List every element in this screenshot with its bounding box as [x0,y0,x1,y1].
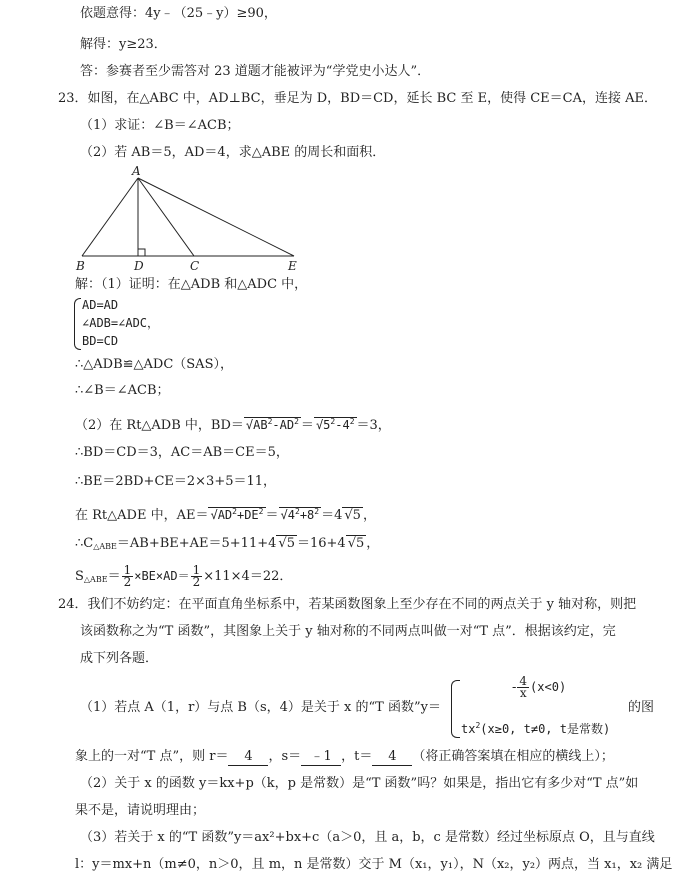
q24-line-3: 成下列各题． [80,651,159,666]
denominator: x [519,686,527,700]
sup-exp: 2 [475,721,481,730]
sqrt-term-ab: AB [253,418,268,432]
sol23-bd-text: （2）在 Rt△ADB 中，BD＝ [75,418,244,433]
area-result: ×11×4＝22． [203,569,293,584]
q23-part1: （1）求证：∠B＝∠ACB； [80,118,240,133]
denominator: 2 [123,575,132,589]
equals: ＝ [107,569,121,584]
segment-ac [138,178,194,256]
sol23-ae [75,502,376,526]
sup-exp: 2 [258,507,264,516]
sup-exp: 2 [232,507,237,516]
answer-t-label: ，t＝ [341,749,373,764]
sol23-congruent: ∴△ADB≌△ADC（SAS）， [75,357,233,372]
label-c: C [190,259,200,273]
q24-part2-line-1: （2）关于 x 的函数 y＝kx+p（k，p 是常数）是“T 函数”吗？如果是，指出它有多少对“T 点”如 [80,776,639,791]
answer-s: ﹣1 [301,749,341,766]
sqrt-term-ad: AD [217,508,233,522]
piece-1 [512,676,566,699]
piece-2-expr: tx [461,722,476,736]
perimeter-result: ＝16+4 [296,536,346,551]
segment-ab [82,178,138,256]
sol23-ae-coef: ＝4 [321,508,343,523]
prev-answer: 答：参赛者至少需答对 23 道题才能被评为“学党史小达人”． [80,64,431,79]
q24-part1-answers [75,747,614,767]
piece-2 [461,716,610,739]
label-e: E [288,259,297,273]
sup-exp: 2 [349,417,355,426]
sqrt-ab-ad: $√AB^2-AD^2$ [245,417,299,432]
sqrt-term-5: 5 [356,536,365,551]
q24-line-1: 24．我们不妨约定：在平面直角坐标系中，若某函数图象上至少存在不同的两点关于 y 轴对称，则把 [58,597,637,612]
q24-part3-line-2: l：y＝mx+n（m≠0，n＞0，且 m，n 是常数）交于 M（x₁，y₁），N（x₂，y₂）两点，当 x₁，x₂ 满足 [75,857,673,872]
sol23-case1: AD=AD [82,298,119,312]
area-symbol: S [75,569,84,584]
sqrt-term-8: +8 [299,508,315,522]
piecewise-brace [451,680,460,738]
comma: ， [362,508,376,523]
answer-r: 4 [228,749,268,766]
minus-sign: - [512,680,517,695]
sup-exp: 2 [330,417,336,426]
sqrt-term-5: 5 [352,508,361,523]
sqrt-term-4: -4 [335,418,350,432]
perimeter-sum: ＝AB+BE+AE＝5+11+4 [116,536,277,551]
sol23-bd-result: ＝3， [356,418,391,433]
numerator: 1 [192,563,201,577]
sol23-be: ∴BE＝2BD+CE＝2×3+5＝11， [75,474,277,489]
prev-line-1: 依题意得：4y﹣（25﹣y）≥90， [80,6,277,21]
fraction-4-over-x [517,676,529,699]
q24-line-2: 该函数称之为“T 函数”，其图象上关于 y 轴对称的不同两点叫做一对“T 点”．根据该约定，完 [80,624,616,639]
sqrt-term-4: 4 [287,508,295,522]
answer-note: （将正确答案填在相应的横线上）； [412,749,614,764]
sol23-angle: ∴∠B＝∠ACB； [75,383,170,398]
q24-part3-line-1: （3）若关于 x 的“T 函数”y＝ax²+bx+c（a＞0，且 a，b，c 是常数）经过坐标原点 O，且与直线 [80,830,655,845]
sol23-perimeter [75,534,379,557]
q24-part1-tail: 的图 [628,700,655,715]
sqrt-5: √5 [347,536,365,551]
q23-stem: 23．如图，在△ABC 中，AD⊥BC，垂足为 D，BD＝CD，延长 BC 至 E，使得 CE＝CA，连接 AE． [58,91,658,106]
equals: ＝ [300,418,314,433]
comma: ， [366,536,380,551]
sol23-case2: ∠ADB=∠ADC， [82,316,160,330]
sol23-ae-text: 在 Rt△ADE 中，AE＝ [75,508,209,523]
system-brace [74,298,81,350]
numerator: 1 [123,563,132,577]
q24-part2-line-2: 果不是，请说明理由； [75,803,206,818]
fraction-half [191,565,203,588]
segment-ae [138,178,294,256]
sqrt-5-4: $√5^2-4^2$ [315,417,355,432]
piece-1-domain: (x<0) [530,680,567,694]
label-a: A [132,164,141,178]
sqrt-5: √5 [278,536,295,551]
sqrt-term-5: 5 [286,536,295,551]
answer-t: 4 [372,749,412,766]
answer-r-label: 象上的一对“T 点”，则 r＝ [75,749,229,764]
perimeter-symbol: ∴C [75,536,94,551]
sqrt-term-de: +DE [236,508,259,522]
sol23-lengths: ∴BD＝CD＝3，AC＝AB＝CE＝5， [75,445,289,460]
prev-line-2: 解得：y≥23． [80,37,167,52]
sup-exp: 2 [294,507,300,516]
right-angle-mark [138,249,145,256]
sol23-area [75,564,292,592]
q24-part1-text: （1）若点 A（1，r）与点 B（s，4）是关于 x 的“T 函数”y＝ [80,700,441,715]
perimeter-subscript: △ABE [93,542,117,551]
q23-part2: （2）若 AB＝5，AD＝4，求△ABE 的周长和面积． [80,145,386,160]
sqrt-5: √5 [344,508,361,523]
equals: ＝ [265,508,279,523]
fraction-half [122,565,134,588]
sqrt-ad-de: $√AD^2+DE^2$ [210,507,264,522]
denominator: 2 [192,575,201,589]
area-product: ×BE×AD＝ [134,569,190,583]
sup-exp: 2 [294,417,299,426]
label-d: D [134,259,144,273]
sup-exp: 2 [267,417,273,426]
answer-s-label: ，s＝ [268,749,302,764]
sol23-intro: 解：（1）证明：在△ADB 和△ADC 中， [75,277,308,292]
sqrt-term-5: 5 [323,418,331,432]
area-subscript: △ABE [83,575,108,584]
numerator: 4 [519,674,528,688]
piece-2-domain: (x≥0, t≠0, t是常数) [480,722,611,736]
sol23-case3: BD=CD [82,334,119,348]
sqrt-4-8: $√4^2+8^2$ [280,507,320,522]
sqrt-term-ad: -AD [272,418,295,432]
q23-triangle-figure [72,164,312,274]
sol23-bd [75,412,391,436]
sup-exp: 2 [314,507,320,516]
label-b: B [76,259,85,273]
